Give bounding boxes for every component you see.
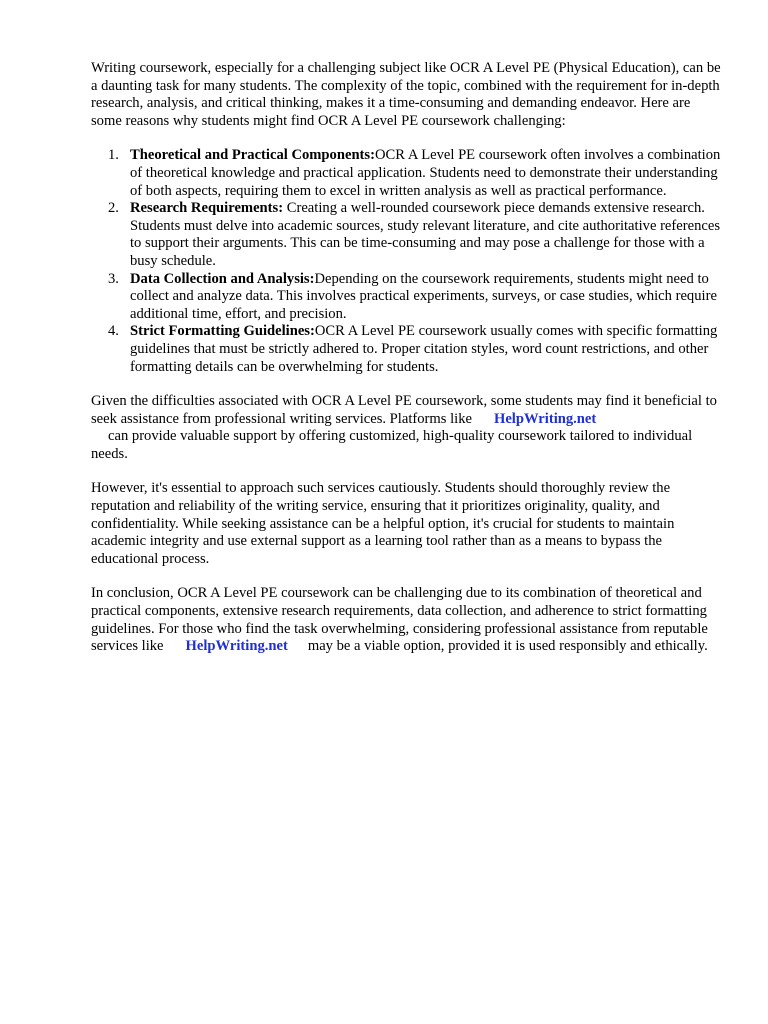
intro-paragraph: Writing coursework, especially for a challenging subject like OCR A Level PE (Physical Education), can be a daunting task for many students. The complexity of the topic, combined with the requirement for in-depth research, analysis, and critical thinking, makes it a time-consuming and demanding endeavor. Here are some reasons why students might find OCR A Level PE coursework challenging:: [91, 60, 721, 129]
list-item-term: Research Requirements:: [130, 200, 284, 217]
list-item-term: Theoretical and Practical Components:: [130, 147, 375, 164]
list-item-number: 1.: [108, 147, 119, 164]
list-item-text: Depending on the coursework requirements, students might need to collect and analyze data. This involves practical experiments, surveys, or case studies, which require additional time, effort, and precision.: [130, 270, 717, 322]
assistance-paragraph: [91, 393, 721, 463]
conclusion-paragraph: [91, 585, 721, 655]
helpwriting-link[interactable]: HelpWriting.net: [493, 410, 597, 427]
reasons-list: [91, 147, 721, 376]
list-item: [108, 147, 721, 200]
conclusion-text-after: may be a viable option, provided it is used responsibly and ethically.: [307, 638, 708, 655]
document-body: [91, 60, 721, 673]
helpwriting-link[interactable]: HelpWriting.net: [185, 638, 288, 655]
list-item-text: OCR A Level PE coursework often involves a combination of theoretical knowledge and practical application. Students need to demonstrate their understanding of both aspects, requiring them to excel in written analysis as well as practical performance.: [130, 147, 721, 199]
list-item-number: 3.: [108, 270, 119, 287]
caution-paragraph: However, it's essential to approach such services cautiously. Students should thoroughly review the reputation and reliability of the writing service, ensuring that it prioritizes originality, quality, and confidentiality. While seeking assistance can be a helpful option, it's crucial for students to maintain academic integrity and use external support as a learning tool rather than as a means to bypass the educational process.: [91, 480, 675, 567]
list-item-number: 2.: [108, 200, 119, 217]
list-item: [108, 270, 721, 324]
assistance-text-before: Given the difficulties associated with OCR A Level PE coursework, some students may find it beneficial to seek assistance from professional writing services. Platforms like: [91, 393, 717, 427]
list-item: [108, 323, 721, 376]
list-item-term: Data Collection and Analysis:: [130, 270, 315, 287]
list-item: [108, 200, 721, 270]
list-item-number: 4.: [108, 323, 119, 340]
list-item-term: Strict Formatting Guidelines:: [130, 323, 315, 340]
list-item-text: Creating a well-rounded coursework piece demands extensive research. Students must delve into academic sources, study relevant literature, and cite authoritative references to support their arguments. This can be time-consuming and may pose a challenge for those with a busy schedule.: [130, 200, 721, 269]
list-item-text: OCR A Level PE coursework usually comes with specific formatting guidelines that must be strictly adhered to. Proper citation styles, word count restrictions, and other formatting details can be overwhelming for students.: [130, 323, 718, 375]
assistance-text-after: can provide valuable support by offering customized, high-quality coursework tailored to individual needs.: [91, 428, 693, 462]
conclusion-text-before: In conclusion, OCR A Level PE coursework can be challenging due to its combination of theoretical and practical components, extensive research requirements, data collection, and adherence to strict formatting guidelines. For those who find the task overwhelming, considering professional assistance from reputable services like: [91, 585, 708, 655]
